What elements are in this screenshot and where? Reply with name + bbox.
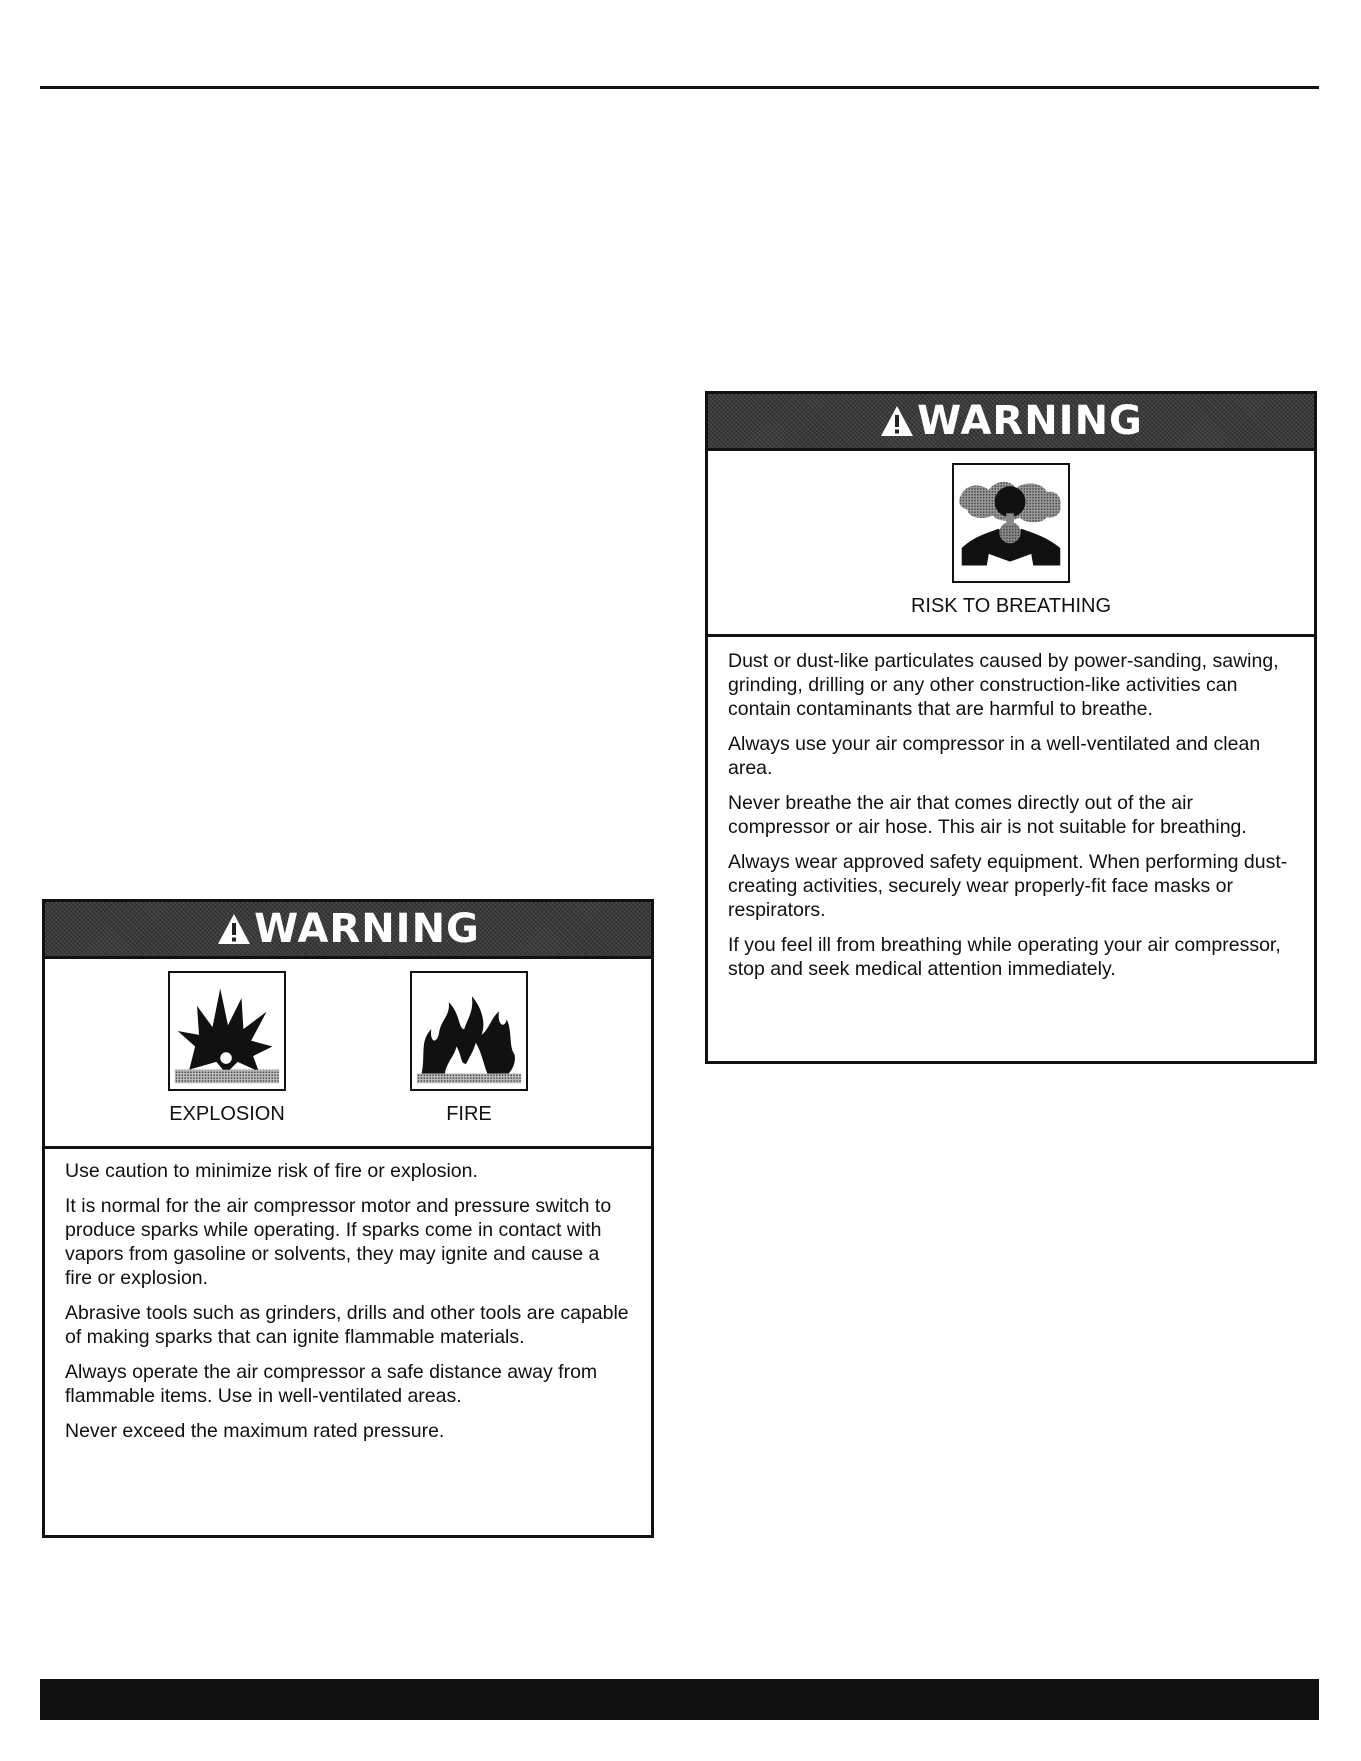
hazard-label: RISK TO BREATHING <box>910 595 1112 617</box>
warning-paragraph: Never breathe the air that comes directly out of the air compressor or air hose. This air is not suitable for breathing. <box>728 792 1247 838</box>
fire-icon <box>410 971 528 1091</box>
alert-triangle-icon <box>216 912 252 946</box>
warning-paragraph: Use caution to minimize risk of fire or explosion. <box>65 1160 478 1182</box>
respirator-icon <box>952 463 1070 583</box>
explosion-icon <box>168 971 286 1091</box>
warning-paragraph: Never exceed the maximum rated pressure. <box>65 1420 445 1442</box>
hazard-breathing <box>911 463 1111 634</box>
warning-paragraph: Always operate the air compressor a safe distance away from flammable items. Use in well-ventilated areas. <box>65 1361 598 1407</box>
top-rule <box>40 86 1319 89</box>
warning-header <box>708 394 1314 451</box>
warning-body <box>45 1149 651 1443</box>
warning-title: WARNING <box>254 906 480 952</box>
warning-paragraph: Always use your air compressor in a well-ventilated and clean area. <box>728 733 1261 779</box>
warning-paragraph: It is normal for the air compressor motor and pressure switch to produce sparks while operating. If sparks come in contact with vapors from gasoline or solvents, they may ignite and cause a fire or explosion. <box>65 1195 612 1289</box>
warning-paragraph: If you feel ill from breathing while operating your air compressor, stop and seek medical attention immediately. <box>728 934 1281 980</box>
warning-body <box>708 637 1314 981</box>
warning-header <box>45 902 651 959</box>
hazard-icon-row <box>45 959 651 1149</box>
warning-paragraph: Always wear approved safety equipment. When performing dust-creating activities, securely wear properly-fit face masks or respirators. <box>728 851 1288 921</box>
footer-bar <box>40 1679 1319 1720</box>
warning-title: WARNING <box>917 398 1143 444</box>
warning-paragraph: Abrasive tools such as grinders, drills and other tools are capable of making sparks that can ignite flammable materials. <box>65 1302 629 1348</box>
alert-triangle-icon <box>879 404 915 438</box>
hazard-fire <box>410 971 528 1146</box>
hazard-label: EXPLOSION <box>169 1103 285 1125</box>
warning-box-breathing <box>705 391 1317 1064</box>
hazard-label: FIRE <box>446 1103 492 1125</box>
hazard-explosion <box>168 971 286 1146</box>
warning-paragraph: Dust or dust-like particulates caused by power-sanding, sawing, grinding, drilling or any other construction-like activities can contain contaminants that are harmful to breathe. <box>728 650 1279 720</box>
hazard-icon-row <box>708 451 1314 637</box>
warning-box-fire-explosion <box>42 899 654 1538</box>
